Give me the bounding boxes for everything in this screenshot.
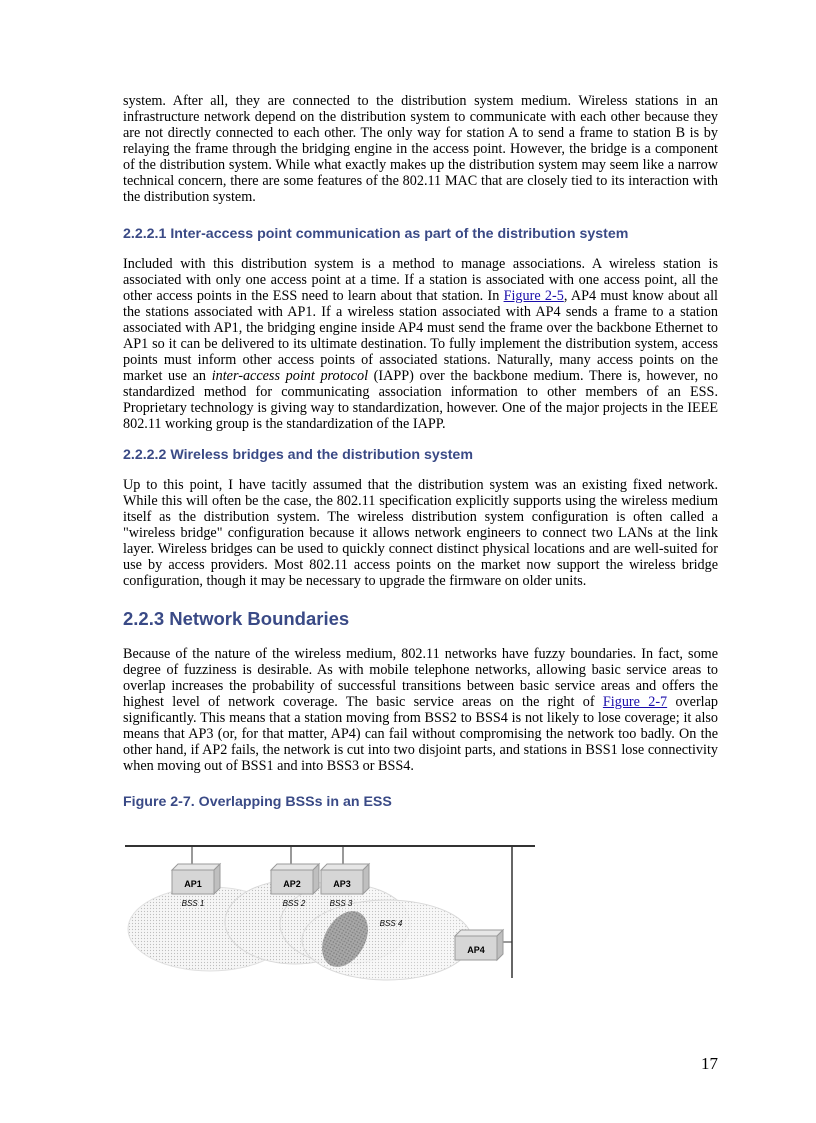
figure-2-5-link[interactable]: Figure 2-5 [503, 288, 564, 304]
figure-caption: Figure 2-7. Overlapping BSSs in an ESS [123, 794, 392, 810]
bss-overlap-diagram [125, 844, 540, 984]
bss2-label: BSS 2 [282, 899, 306, 908]
paragraph-2-2-3 [123, 646, 718, 774]
ap1-label: AP1 [184, 879, 202, 889]
paragraph-2-2-2-2: Up to this point, I have tacitly assumed that the distribution system was an existing fixed network. While this will often be the case, the 802.11 specification explicitly supports using the wireless medium itself as the distribution system. The wireless distribution system configuration is often called a "wireless bridge" configuration because it allows network engineers to connect two LANs at the link layer. Wireless bridges can be used to quickly connect distinct physical locations and are well-suited for use by access providers. Most 802.11 access points on the market now support the wireless bridge configuration, though it may be necessary to upgrade the firmware on older units. [123, 477, 718, 589]
intro-paragraph: system. After all, they are connected to the distribution system medium. Wireless stations in an infrastructure network depend on the distribution system to communicate with each other because they are not directly connected to each other. The only way for station A to send a frame to station B is by relaying the frame through the bridging engine in the access point. However, the bridge is a component of the distribution system. While what exactly makes up the distribution system may seem like a narrow technical concern, there are some features of the 802.11 MAC that are closely tied to its interaction with the distribution system. [123, 93, 718, 205]
ap1-device [172, 864, 220, 894]
heading-2-2-2-1: 2.2.2.1 Inter-access point communication as part of the distribution system [123, 226, 629, 242]
paragraph-text: (IAPP) over the backbone medium. There is, however, no standardized method for communicating association information to other members of an ESS. Proprietary technology is giving way to standardization, however. One of the major projects in the IEEE 802.11 working group is the standardization of the IAPP. [123, 368, 718, 432]
page-content [123, 93, 718, 811]
bss1-label: BSS 1 [181, 899, 205, 908]
italic-term: inter-access point protocol [211, 368, 369, 384]
ap4-device [455, 930, 503, 960]
figure-2-7-link[interactable]: Figure 2-7 [602, 694, 668, 710]
heading-2-2-3: 2.2.3 Network Boundaries [123, 608, 350, 629]
ap2-device [271, 864, 319, 894]
paragraph-text: Included with this distribution system is a method to manage associations. A wireless station is associated with only one access point at a time. If a station is associated with one access point, all the other access points in the ESS need to learn about that station. In [123, 256, 718, 304]
paragraph-text: overlap significantly. This means that a station moving from BSS2 to BSS4 is not likely to lose coverage; it also means that AP3 (or, for that matter, AP4) can fail without compromising the network too badly. On the other hand, if AP2 fails, the network is cut into two disjoint parts, and stations in BSS1 lose connectivity when moving out of BSS1 and into BSS3 or BSS4. [123, 694, 718, 774]
bss4-label: BSS 4 [379, 919, 403, 928]
paragraph-text: , AP4 must know about all the stations associated with AP1. If a wireless station associated with AP4 sends a frame to a station associated with AP1, the bridging engine inside AP4 must send the frame over the backbone Ethernet to AP1 so it can be delivered to its ultimate destination. To fully implement the distribution system, access points must inform other access points of associated stations. Naturally, many access points on the market use an [123, 288, 718, 384]
ap4-label: AP4 [467, 945, 485, 955]
ap2-label: AP2 [283, 879, 301, 889]
ap3-device [321, 864, 369, 894]
page-number: 17 [701, 1054, 718, 1073]
ap3-label: AP3 [333, 879, 351, 889]
bss3-label: BSS 3 [329, 899, 353, 908]
paragraph-2-2-2-1 [123, 256, 718, 432]
heading-2-2-2-2: 2.2.2.2 Wireless bridges and the distribution system [123, 447, 473, 463]
paragraph-text: Because of the nature of the wireless medium, 802.11 networks have fuzzy boundaries. In fact, some degree of fuzziness is desirable. As with mobile telephone networks, allowing basic service areas to overlap increases the probability of successful transitions between basic service areas and offers the highest level of network coverage. The basic service areas on the right of [123, 646, 718, 710]
